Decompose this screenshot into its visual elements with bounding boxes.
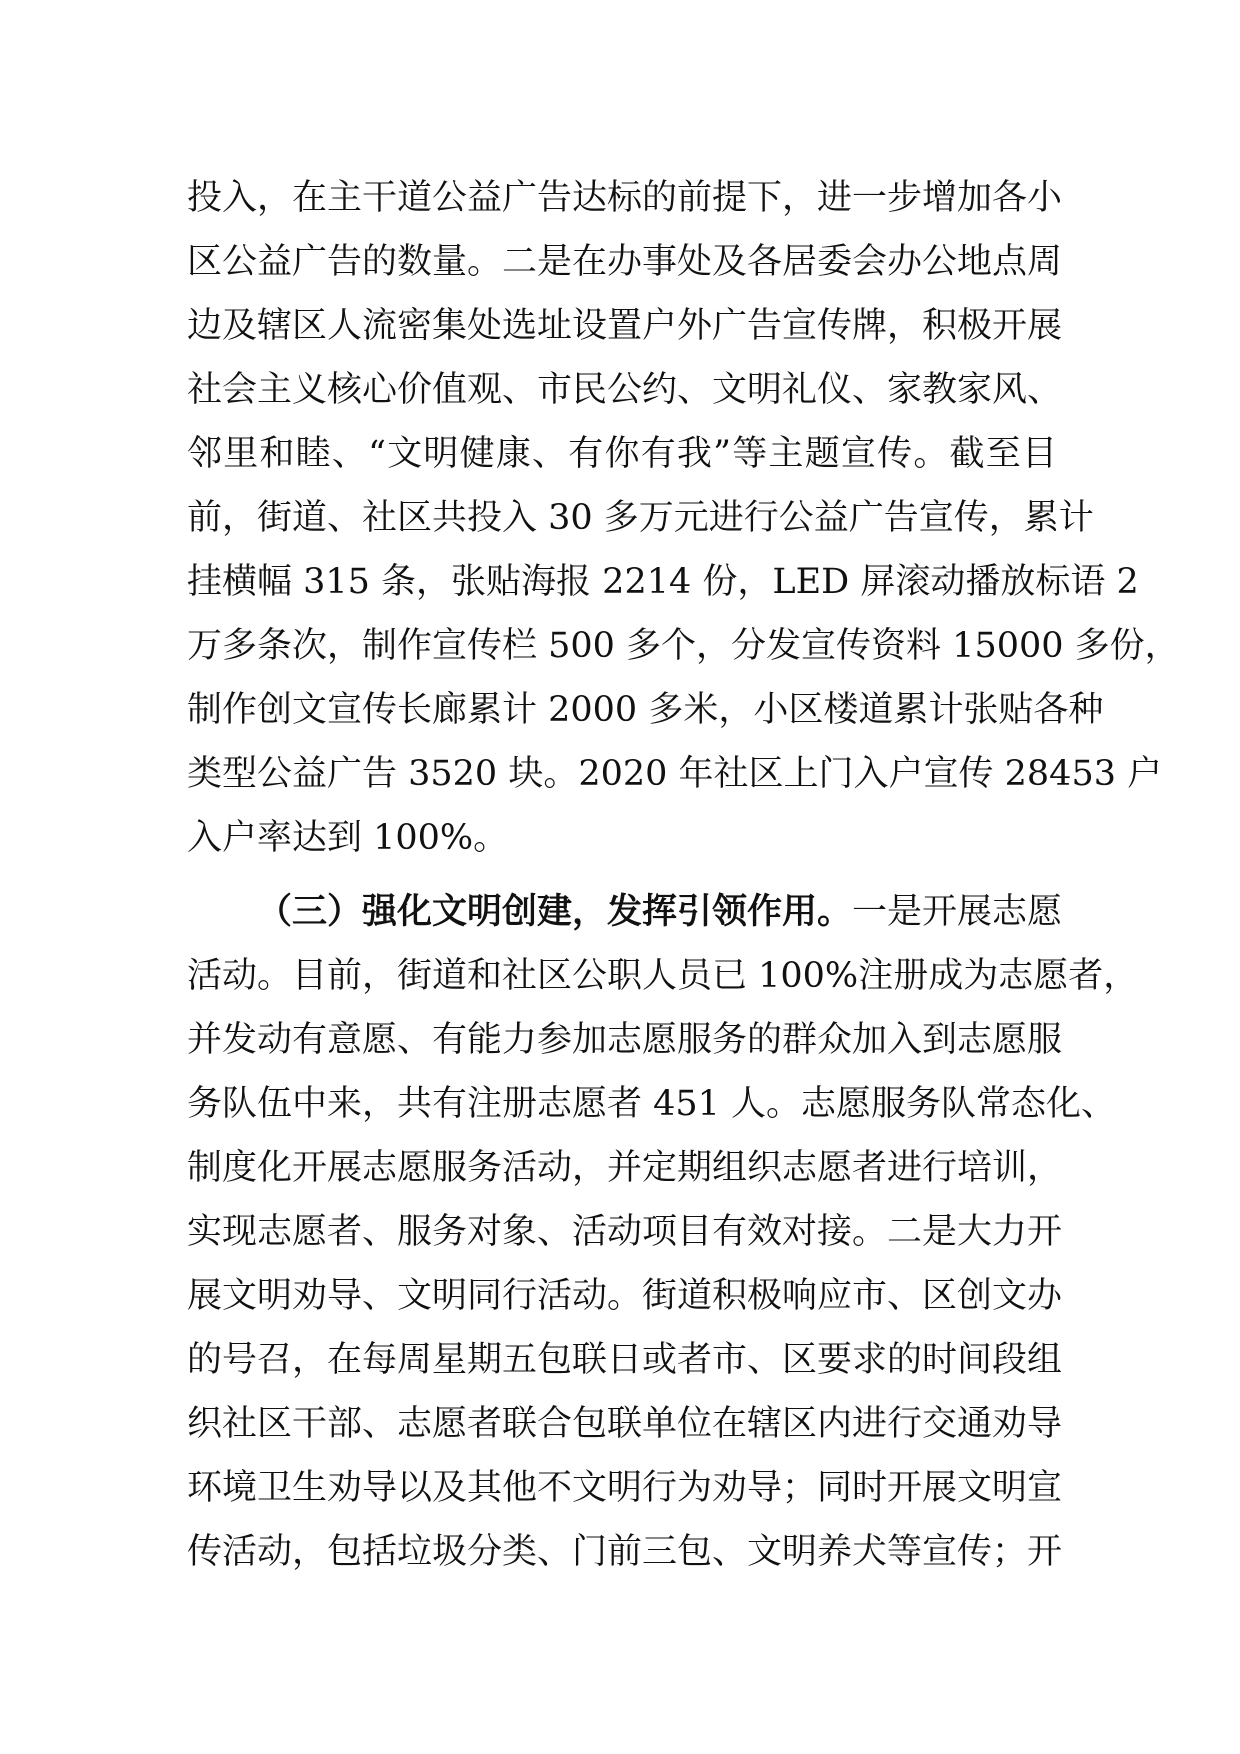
heading-continuation: 一是开展志愿 xyxy=(852,892,1063,932)
paragraph-civilization xyxy=(187,880,1139,1584)
section-heading: （三）强化文明创建，发挥引领作用。 xyxy=(257,892,853,932)
paragraph-line: 织社区干部、志愿者联合包联单位在辖区内进行交通劝导 xyxy=(187,1404,1063,1444)
paragraph-line: 入户率达到 100%。 xyxy=(187,818,509,858)
paragraph-line: 环境卫生劝导以及其他不文明行为劝导；同时开展文明宣 xyxy=(187,1468,1063,1508)
paragraph-line: 制作创文宣传长廊累计 2000 多米，小区楼道累计张贴各种 xyxy=(187,690,1104,730)
paragraph-line: 的号召，在每周星期五包联日或者市、区要求的时间段组 xyxy=(187,1340,1063,1380)
paragraph-line: 实现志愿者、服务对象、活动项目有效对接。二是大力开 xyxy=(187,1212,1063,1252)
paragraph-line: 传活动，包括垃圾分类、门前三包、文明养犬等宣传；开 xyxy=(187,1532,1063,1572)
paragraph-line: 邻里和睦、“文明健康、有你有我”等主题宣传。截至目 xyxy=(187,434,1057,474)
paragraph-line: 万多条次，制作宣传栏 500 多个，分发宣传资料 15000 多份， xyxy=(187,626,1180,666)
paragraph-line: 类型公益广告 3520 块。2020 年社区上门入户宣传 28453 户 xyxy=(187,754,1163,794)
paragraph-line: 活动。目前，街道和社区公职人员已 100%注册成为志愿者， xyxy=(187,956,1139,996)
paragraph-line: 挂横幅 315 条，张贴海报 2214 份，LED 屏滚动播放标语 2 xyxy=(187,562,1139,602)
paragraph-line: 并发动有意愿、有能力参加志愿服务的群众加入到志愿服 xyxy=(187,1020,1063,1060)
paragraph-publicity xyxy=(187,166,1180,870)
paragraph-line: 展文明劝导、文明同行活动。街道积极响应市、区创文办 xyxy=(187,1276,1063,1316)
paragraph-line: 边及辖区人流密集处选址设置户外广告宣传牌，积极开展 xyxy=(187,306,1063,346)
paragraph-line: 区公益广告的数量。二是在办事处及各居委会办公地点周 xyxy=(187,242,1063,282)
paragraph-line: 务队伍中来，共有注册志愿者 451 人。志愿服务队常态化、 xyxy=(187,1084,1117,1124)
paragraph-line: 前，街道、社区共投入 30 多万元进行公益广告宣传，累计 xyxy=(187,498,1094,538)
paragraph-line: 投入，在主干道公益广告达标的前提下，进一步增加各小 xyxy=(187,178,1063,218)
paragraph-first-line xyxy=(187,880,1063,944)
paragraph-line: 社会主义核心价值观、市民公约、文明礼仪、家教家风、 xyxy=(187,370,1063,410)
paragraph-line: 制度化开展志愿服务活动，并定期组织志愿者进行培训， xyxy=(187,1148,1063,1188)
